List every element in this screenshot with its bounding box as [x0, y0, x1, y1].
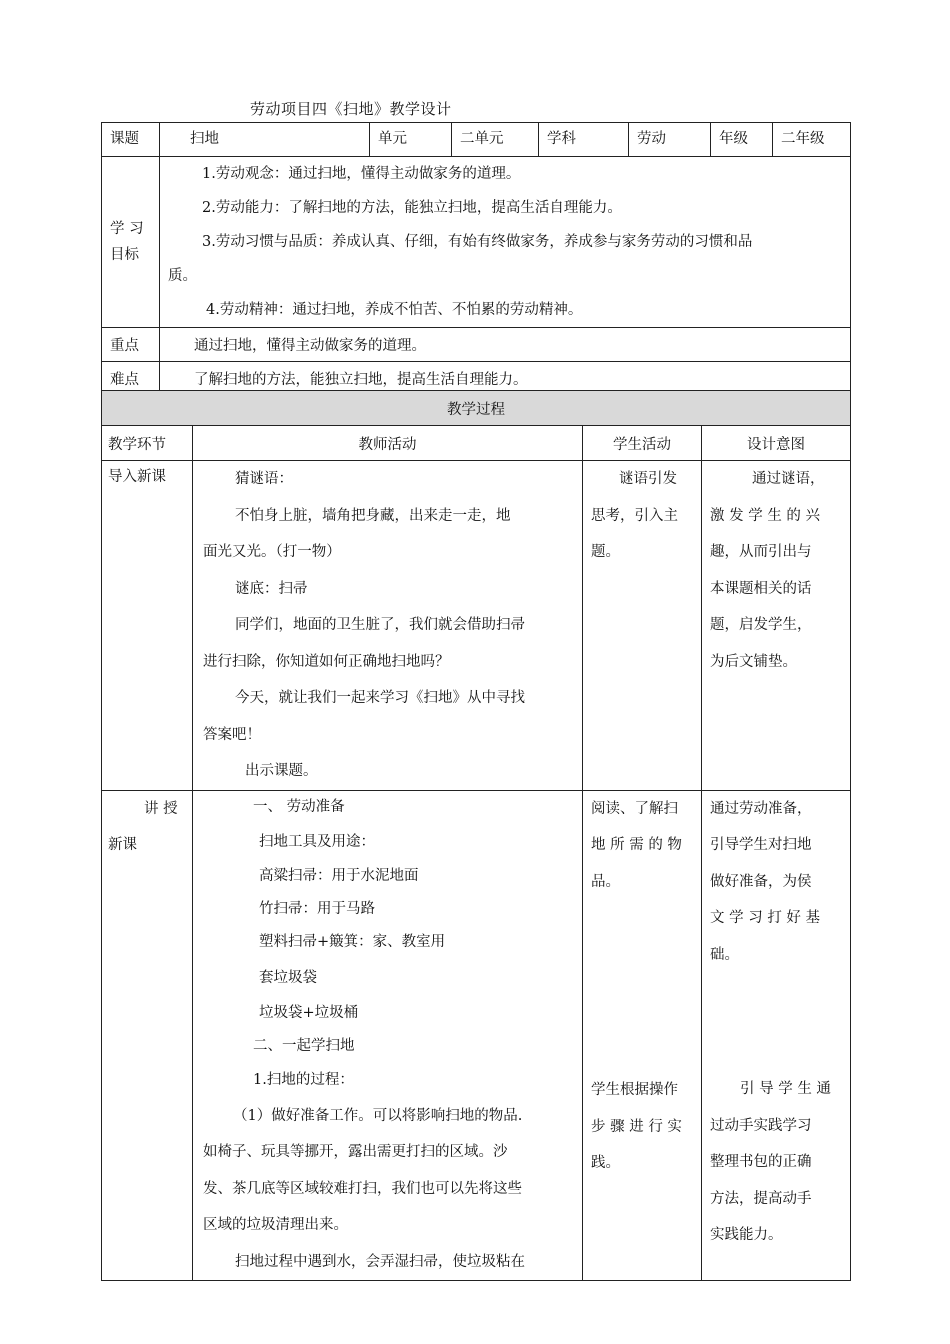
unit-label: 单元 — [370, 123, 452, 157]
header-teacher: 教师活动 — [193, 426, 583, 461]
goal-item: 1.劳动观念：通过扫地，懂得主动做家务的道理。 — [202, 166, 521, 182]
lesson-stage: 讲 授 新课 — [102, 790, 193, 1281]
goals-label: 学 习 目标 — [102, 157, 160, 328]
process-title: 教学过程 — [102, 391, 851, 426]
intro-student: 谜语引发 思考，引入主 题。 — [583, 461, 702, 791]
difficulty-label: 难点 — [102, 362, 160, 396]
goal-item: 4.劳动精神：通过扫地，养成不怕苦、不怕累的劳动精神。 — [206, 302, 583, 318]
grade-value: 二年级 — [773, 123, 851, 157]
intro-design: 通过谜语， 激 发 学 生 的 兴 趣，从而引出与 本课题相关的话 题，启发学生， 为后文铺垫。 — [702, 461, 851, 791]
header-stage: 教学环节 — [102, 426, 193, 461]
document-title: 劳动项目四《扫地》教学设计 — [250, 100, 452, 118]
goals-list — [160, 157, 851, 328]
header-student: 学生活动 — [583, 426, 702, 461]
topic-label: 课题 — [102, 123, 160, 157]
goal-item: 3.劳动习惯与品质：养成认真、仔细，有始有终做家务，养成参与家务劳动的习惯和品 — [202, 234, 753, 250]
goal-item: 质。 — [168, 268, 197, 284]
lesson-design: 通过劳动准备， 引导学生对扫地 做好准备，为侯 文 学 习 打 好 基 础。 引 导 学 生 通 过动手实践学习 整理书包的正确 方法，提高动手 实践能力。 — [702, 790, 851, 1281]
goal-item: 2.劳动能力：了解扫地的方法，能独立扫地，提高生活自理能力。 — [202, 200, 622, 216]
process-table — [101, 390, 851, 1281]
intro-teacher: 猜谜语： 不怕身上脏，墙角把身藏，出来走一走，地 面光又光。（打一物） 谜底：扫帚 同学们，地面的卫生脏了，我们就会借助扫帚 进行扫除，你知道如何正确地扫地吗？ 今天，就让我们一起来学习《扫地》从中寻找 答案吧！ 出示课题。 — [193, 461, 583, 791]
lesson-student: 阅读、了解扫 地 所 需 的 物 品。 学生根据操作 步 骤 进 行 实 践。 — [583, 790, 702, 1281]
lesson-teacher: 一、 劳动准备 扫地工具及用途： 高粱扫帚：用于水泥地面 竹扫帚：用于马路 塑料扫帚+簸箕：家、教室用 套垃圾袋 垃圾袋+垃圾桶 二、一起学扫地 1.扫地的过程： （1）做好准备工作。可以将影响扫地的物品. 如椅子、玩具等挪开，露出需更打扫的区域。沙 发、茶几底等区域较难打扫，我们也可以先将这些 区域的垃圾清理出来。 扫地过程中遇到水，会弄湿扫帚，使垃圾粘在 — [193, 790, 583, 1281]
subject-label: 学科 — [539, 123, 629, 157]
difficulty-text: 了解扫地的方法，能独立扫地，提高生活自理能力。 — [160, 362, 851, 396]
grade-label: 年级 — [711, 123, 773, 157]
intro-stage: 导入新课 — [102, 461, 193, 791]
info-table — [101, 122, 851, 396]
header-design: 设计意图 — [702, 426, 851, 461]
subject-value: 劳动 — [629, 123, 711, 157]
unit-value: 二单元 — [452, 123, 539, 157]
topic-value: 扫地 — [160, 123, 370, 157]
key-point-text: 通过扫地，懂得主动做家务的道理。 — [160, 328, 851, 362]
key-point-label: 重点 — [102, 328, 160, 362]
